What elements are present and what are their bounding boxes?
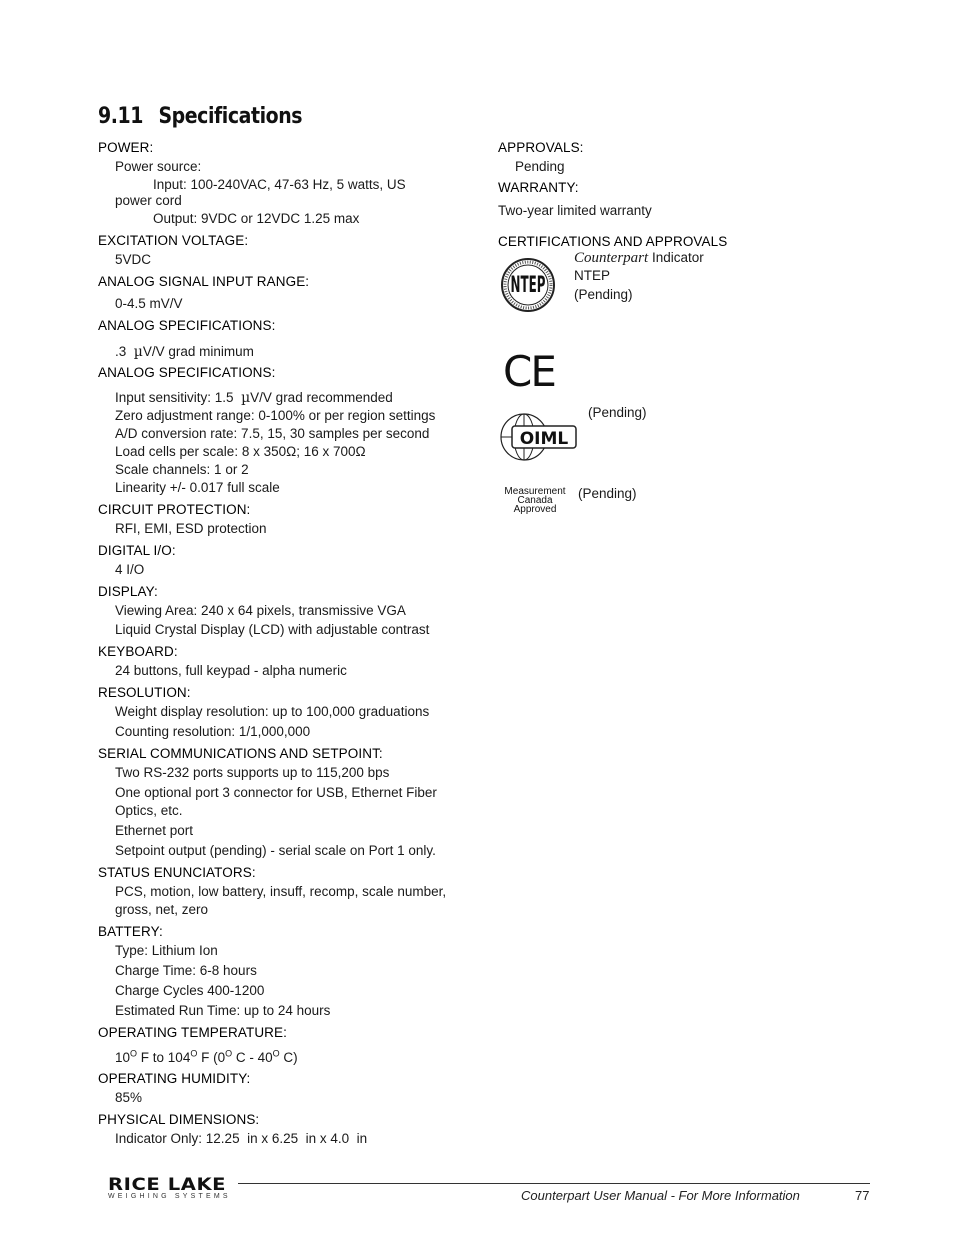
section-heading: KEYBOARD: bbox=[98, 644, 178, 659]
spec-line: Output: 9VDC or 12VDC 1.25 max bbox=[153, 211, 360, 226]
degree-mark: O bbox=[225, 1048, 233, 1059]
circuit-section bbox=[98, 500, 468, 538]
dimensions-section bbox=[98, 1110, 468, 1148]
spec-line: gross, net, zero bbox=[115, 902, 209, 917]
keyboard-section bbox=[98, 642, 468, 680]
section-heading: OPERATING TEMPERATURE: bbox=[98, 1025, 287, 1040]
spec-line bbox=[98, 1049, 468, 1067]
spec-line: power cord bbox=[115, 193, 182, 208]
text-part: F (0 bbox=[197, 1050, 226, 1065]
section-heading: SERIAL COMMUNICATIONS AND SETPOINT: bbox=[98, 746, 383, 761]
footer-rule bbox=[238, 1183, 870, 1184]
section-heading: EXCITATION VOLTAGE: bbox=[98, 233, 249, 248]
section-heading: OPERATING HUMIDITY: bbox=[98, 1071, 251, 1086]
humidity-section bbox=[98, 1069, 468, 1107]
spec-line bbox=[98, 389, 468, 407]
spec-line: Charge Cycles 400-1200 bbox=[115, 983, 265, 998]
product-type: Indicator bbox=[648, 250, 704, 265]
spec-line: 4 I/O bbox=[115, 562, 145, 577]
section-heading: STATUS ENUNCIATORS: bbox=[98, 865, 256, 880]
text-part: V/V grad minimum bbox=[142, 344, 254, 359]
rice-lake-logo bbox=[108, 1175, 231, 1200]
section-number: 9.11 bbox=[98, 104, 143, 129]
section-heading: DIGITAL I/O: bbox=[98, 543, 176, 558]
spec-line: Load cells per scale: 8 x 350Ω; 16 x 700Ω bbox=[115, 444, 366, 459]
counterpart-indicator-label bbox=[574, 250, 704, 267]
spec-line: Weight display resolution: up to 100,000 graduations bbox=[115, 704, 430, 719]
text-part: V/V grad recommended bbox=[250, 390, 393, 405]
serial-section bbox=[98, 744, 468, 860]
section-heading: CERTIFICATIONS AND APPROVALS bbox=[498, 234, 728, 249]
spec-line: Viewing Area: 240 x 64 pixels, transmissive VGA bbox=[115, 603, 406, 618]
degree-mark: O bbox=[190, 1048, 198, 1059]
spec-line: 85% bbox=[115, 1090, 143, 1105]
spec-line: One optional port 3 connector for USB, Ethernet Fiber bbox=[115, 785, 437, 800]
spec-line: Pending bbox=[515, 159, 565, 174]
spec-line: Liquid Crystal Display (LCD) with adjustable contrast bbox=[115, 622, 430, 637]
section-heading: ANALOG SPECIFICATIONS: bbox=[98, 318, 276, 333]
spec-line: Indicator Only: 12.25 in x 6.25 in x 4.0 in bbox=[115, 1131, 368, 1146]
ntep-status: (Pending) bbox=[574, 287, 633, 302]
power-section bbox=[98, 138, 468, 228]
text-part: 10 bbox=[115, 1050, 131, 1065]
ce-mark-icon bbox=[503, 352, 559, 390]
spec-line: Two RS-232 ports supports up to 115,200 bps bbox=[115, 765, 390, 780]
text-part: C - 40 bbox=[232, 1050, 273, 1065]
mc-line: Canada bbox=[517, 495, 553, 506]
footer-title: Counterpart User Manual - For More Information bbox=[521, 1188, 800, 1203]
text-part: C) bbox=[279, 1050, 298, 1065]
spec-line: Optics, etc. bbox=[115, 803, 183, 818]
section-heading: APPROVALS: bbox=[498, 140, 584, 155]
mc-line: Approved bbox=[513, 504, 557, 515]
ce-logo-text: CE bbox=[503, 352, 555, 390]
specs-left-column bbox=[98, 137, 468, 1148]
spec-line: Type: Lithium Ion bbox=[115, 943, 218, 958]
measurement-canada-logo bbox=[500, 487, 570, 514]
text-part: Input sensitivity: 1.5 bbox=[115, 390, 242, 405]
product-name: Counterpart bbox=[574, 250, 649, 266]
excitation-section bbox=[98, 231, 468, 269]
spec-line: Counting resolution: 1/1,000,000 bbox=[115, 724, 311, 739]
spec-line: Scale channels: 1 or 2 bbox=[115, 462, 249, 477]
ntep-logo-text: NTEP bbox=[510, 273, 546, 299]
section-heading: CIRCUIT PROTECTION: bbox=[98, 502, 251, 517]
page-title bbox=[98, 104, 302, 129]
spec-line: Estimated Run Time: up to 24 hours bbox=[115, 1003, 331, 1018]
spec-line: Linearity +/- 0.017 full scale bbox=[115, 480, 280, 495]
mc-status: (Pending) bbox=[578, 486, 637, 501]
page-number: 77 bbox=[855, 1188, 870, 1203]
analog-spec-section-2 bbox=[98, 363, 468, 497]
section-heading: ANALOG SPECIFICATIONS: bbox=[98, 365, 276, 380]
spec-line: Ethernet port bbox=[115, 823, 194, 838]
spec-line: 24 buttons, full keypad - alpha numeric bbox=[115, 663, 347, 678]
temperature-section bbox=[98, 1023, 468, 1067]
degree-mark: O bbox=[272, 1048, 280, 1059]
section-title: Specifications bbox=[158, 104, 303, 129]
analog-spec-section-1 bbox=[98, 316, 468, 361]
analog-range-section bbox=[98, 272, 468, 313]
oiml-logo-icon bbox=[500, 412, 578, 462]
spec-line: RFI, EMI, ESD protection bbox=[115, 521, 267, 536]
spec-line: Setpoint output (pending) - serial scale on Port 1 only. bbox=[115, 843, 436, 858]
section-heading: DISPLAY: bbox=[98, 584, 158, 599]
section-heading: WARRANTY: bbox=[498, 180, 579, 195]
ntep-logo-icon bbox=[500, 257, 556, 313]
section-heading: PHYSICAL DIMENSIONS: bbox=[98, 1112, 260, 1127]
spec-line: 0-4.5 mV/V bbox=[115, 296, 183, 311]
text-part: .3 bbox=[115, 344, 134, 359]
display-section bbox=[98, 582, 468, 639]
logo-sub-text: WEIGHING SYSTEMS bbox=[108, 1193, 231, 1200]
text-part: F to 104 bbox=[137, 1050, 191, 1065]
spec-line: Two-year limited warranty bbox=[498, 203, 652, 218]
section-heading: ANALOG SIGNAL INPUT RANGE: bbox=[98, 274, 310, 289]
resolution-section bbox=[98, 683, 468, 741]
spec-line: Input: 100-240VAC, 47-63 Hz, 5 watts, US bbox=[153, 177, 406, 192]
section-heading: RESOLUTION: bbox=[98, 685, 191, 700]
section-heading: POWER: bbox=[98, 140, 154, 155]
oiml-status: (Pending) bbox=[588, 405, 647, 420]
spec-line bbox=[98, 343, 468, 361]
status-section bbox=[98, 863, 468, 919]
digital-io-section bbox=[98, 541, 468, 579]
mu-symbol: µ bbox=[241, 390, 251, 406]
spec-line: 5VDC bbox=[115, 252, 152, 267]
oiml-logo-text: OIML bbox=[519, 429, 569, 449]
ntep-label: NTEP bbox=[574, 268, 611, 283]
mu-symbol: µ bbox=[133, 344, 143, 360]
mc-line: Measurement bbox=[504, 486, 566, 497]
degree-mark: O bbox=[130, 1048, 138, 1059]
spec-line: A/D conversion rate: 7.5, 15, 30 samples per second bbox=[115, 426, 430, 441]
spec-line: Power source: bbox=[115, 159, 202, 174]
battery-section bbox=[98, 922, 468, 1020]
section-heading: BATTERY: bbox=[98, 924, 163, 939]
spec-line: Charge Time: 6-8 hours bbox=[115, 963, 257, 978]
spec-line: PCS, motion, low battery, insuff, recomp, scale number, bbox=[115, 884, 447, 899]
logo-main-text: RICE LAKE bbox=[108, 1175, 227, 1195]
spec-line: Zero adjustment range: 0-100% or per region settings bbox=[115, 408, 436, 423]
specs-right-column bbox=[498, 137, 878, 252]
